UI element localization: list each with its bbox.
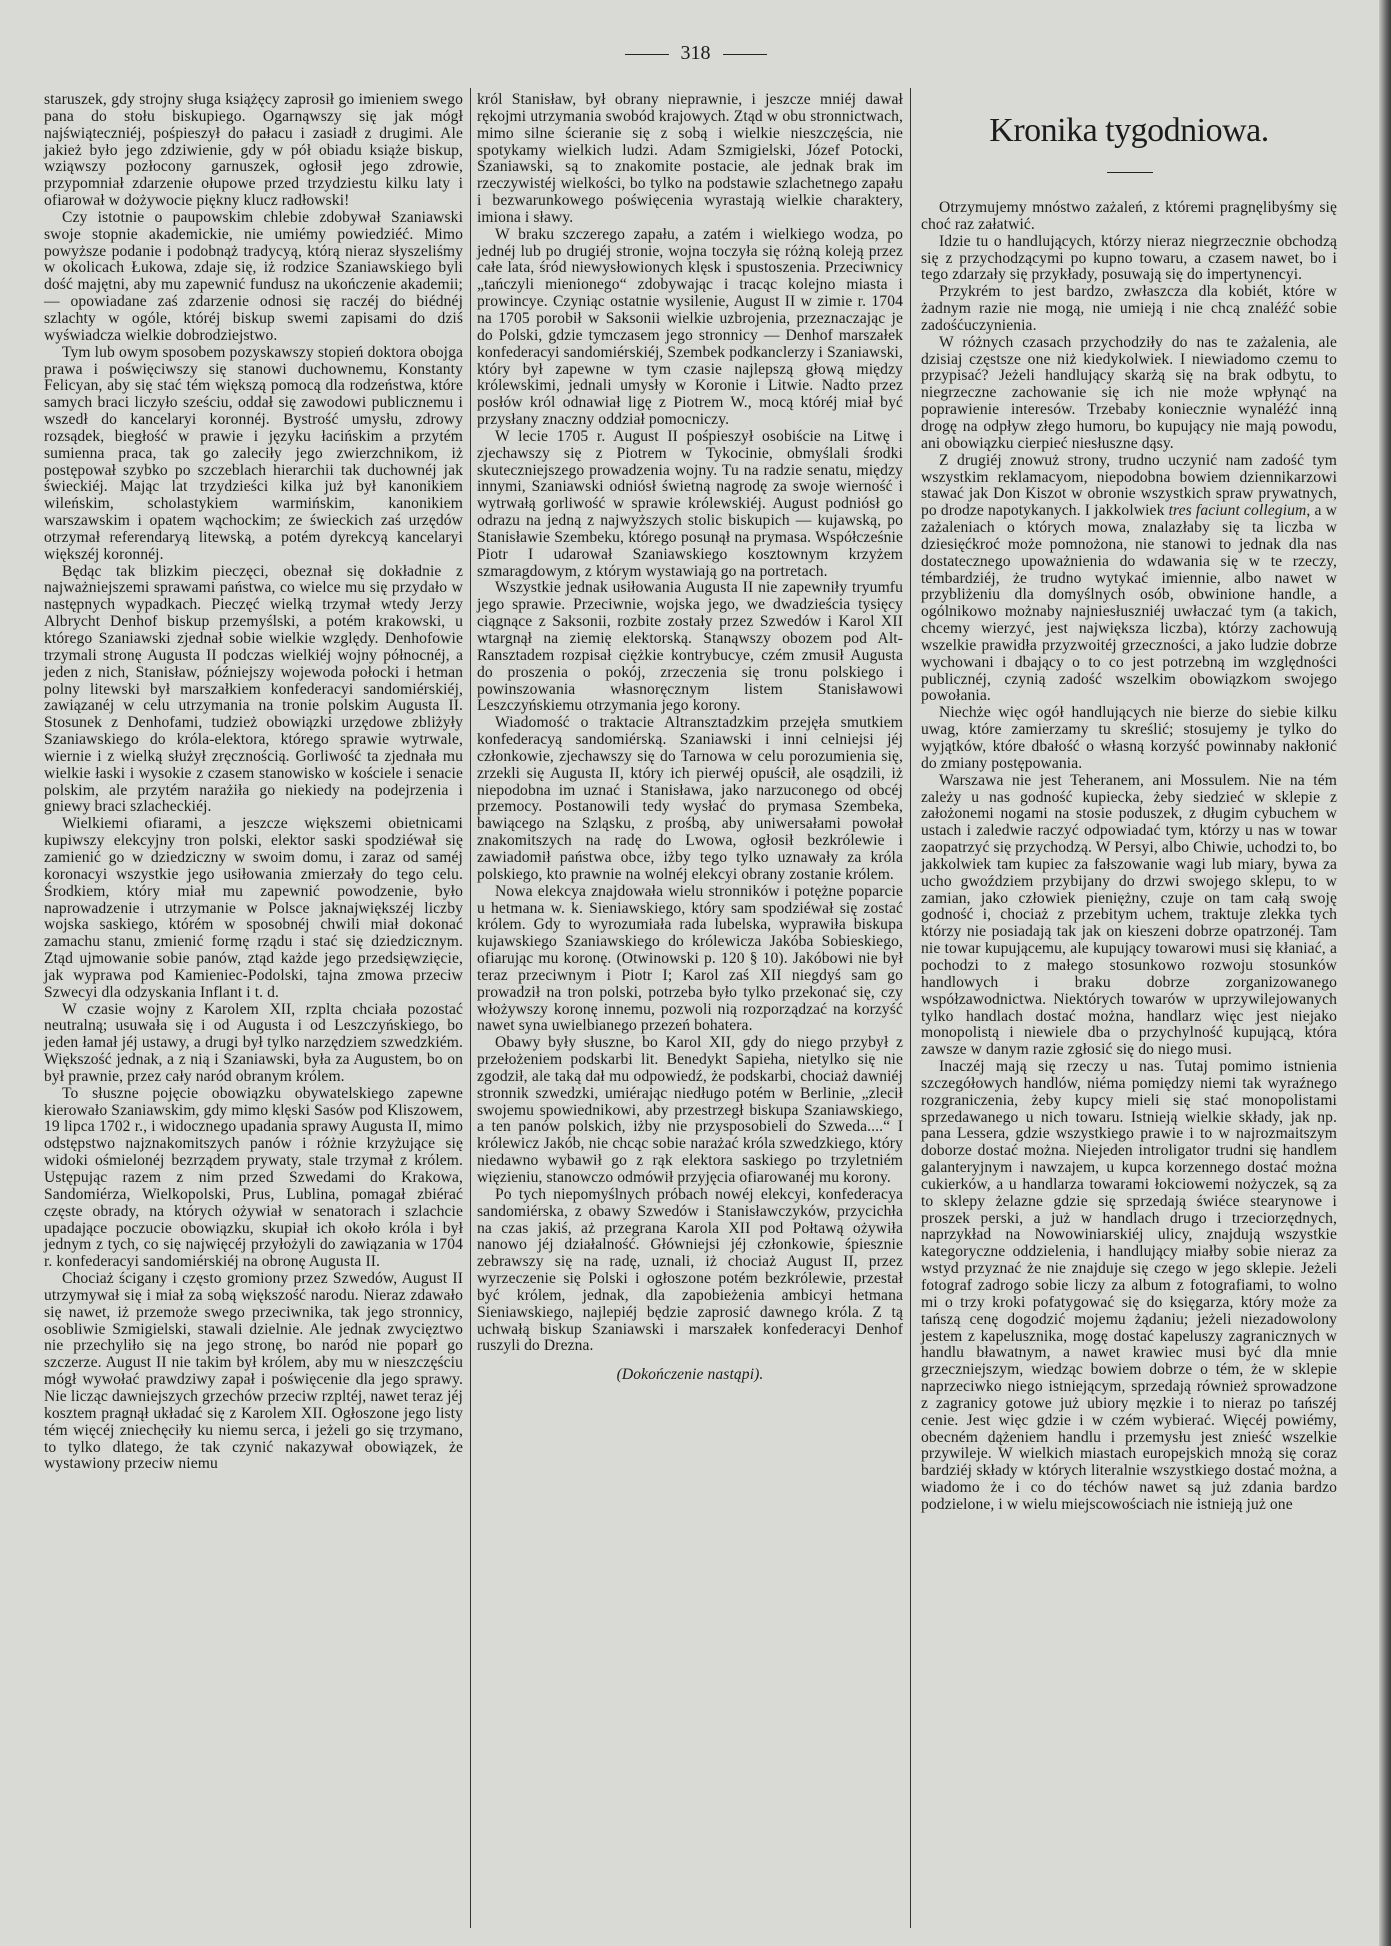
continuation-note: (Dokończenie nastąpi). <box>616 1366 764 1384</box>
latin-phrase: tres faciunt collegium <box>1168 502 1307 520</box>
paragraph: Wielkiemi ofiarami, a jeszcze większemi obietnicami kupiwszy elekcyjny tron polski, elektor saski spodziéwał się zamienić go w dziedziczny w swoim domu, i zaraz od saméj koronacyi wszystkie jego usiłowania zmierzały do tego celu. Środkiem, który miał mu zapewnić powodzenie, było naprowadzenie i utrzymanie w Polsce jaknajwiększéj liczby wojska saskiego, którém w sposobnéj chwili miał dokonać zamachu stanu, zmienić formę rządu i stać się dziedzicznym. Ztąd ujmowanie sobie panów, ztąd każde jego przedsięwzięcie, jak wyprawa pod Kamieniec-Podolski, tajna zmowa przeciw Szwecyi dla odzyskania Inflant i t. d. <box>44 815 463 1001</box>
dash-left <box>625 54 669 55</box>
article-column-1 <box>44 92 463 1473</box>
paragraph: Idzie tu o handlujących, którzy nieraz niegrzecznie obchodzą się z przychodzącymi po kupno towaru, a czasem nawet, bo i tego zdarzały się przykłady, posuwają się do impertynencyi. <box>921 232 1337 284</box>
paragraph: staruszek, gdy strojny sługa książęcy zaprosił go imieniem swego pana do stołu biskupiego. Ogarnąwszy się jak mógł najświąteczniéj, pośpieszył do pałacu i zasiadł z drugimi. Ale jakież było jego zdziwienie, gdy w pół obiadu książe biskup, wziąwszy pozłocony garnuszek, ogłosił jego zdrowie, przypomniał zdarzenie ołupowe przed trzydziestu kilku laty i ofiarował w dożywocie piękny klucz radłowski! <box>44 91 463 210</box>
paragraph: W braku szczerego zapału, a zatém i wielkiego wodza, po jednéj lub po drugiéj stronie, wojna toczyła się różną koleją przez całe lata, śród niewysłowionych klęsk i spustoszenia. Przeciwnicy „tańczyli mienionego“ zdobywając i tracąc kolejno miasta i prowincye. Czyniąc ostatnie wysilenie, August II w zimie r. 1704 na 1705 porobił w Saksonii wielkie uzbrojenia, przeznaczając je do Polski, gdzie tymczasem jego stronnicy — Denhof marszałek konfederacyi sandomiérskiéj, Szembek podkanclerzy i Szaniawski, który był zapewne w tym czasie najlepszą głową między królewskimi, jednali umysły w Koronie i Litwie. Nadto przez posłów król odnawiał ligę z Piotrem W., mocą któréj miał być przysłany znaczny oddział pomocniczy. <box>477 225 903 429</box>
article-column-2 <box>477 92 903 1384</box>
page-number-header <box>0 42 1391 65</box>
paragraph-text: Z drugiéj znowuż strony, trudno uczynić nam zadość tym wszystkim reklamacyom, niepodobna bowiem dziennikarzowi stawać jak Don Kiszot w obronie wszystkich spraw prywatnych, po drodze napotykanych. I jakkolwiek <box>921 451 1337 520</box>
paragraph: Inaczéj mają się rzeczy u nas. Tutaj pomimo istnienia szczegółowych handlów, niéma pomiędzy niemi tak wyraźnego rozgraniczenia, żeby kupcy mieli się stać monopolistami sprzedawanego u nich towaru. Istnieją wielkie składy, jak np. pana Lessera, gdzie wszystkiego prawie i to w najrozmaitszym doborze dostać można. Niejeden introligator trudni się handlem galanteryjnym i nawzajem, u kupca korzennego dostać można cukierków, a u handlarza towarami łokciowemi nożyczek, są za to sklepy żelazne gdzie się sprzedają świéce stearynowe i proszek perski, a już w handlach drugo i trzeciorzędnych, naprzykład na Nowowiniarskiéj ulicy, znajdują wszystkie kategoryczne oddzielenia, i handlujący miałby sobie nieraz za wstyd przyznać że nie znajduje się czego w jego sklepie. Jeżeli fotograf zadrogo sobie liczy za album z fotografiami, to wolno mi o trzy kroki pofatygować się do księgarza, który może za tańszą cenę dogodzić mojemu żądaniu; jeżeli niezadowolony jestem z kapelusznika, mogę dostać kapeluszy zagranicznych w handlu bławatnym, a nawet krawiec musi być dla mnie grzeczniejszym, wiedząc bowiem dobrze o tém, że w sklepie naprzeciwko niego istniejącym, sprzedają również sprowadzone z zagranicy gotowe już ubiory męzkie i to nieraz po tańszéj cenie. Jest więc gdzie i w czém wybierać. Więcéj powiémy, obecném dążeniem handlu i przemysłu jest znieść wszelkie przywileje. W wielkich miastach europejskich mnożą się coraz bardziéj składy w których literalnie wszystkiego dostać można, a wiadomo że i co do téchów nawet są już zdania bardzo podzielone, i w wielu miejscowościach nie istnieją już one <box>921 1058 1337 1513</box>
paragraph: To słuszne pojęcie obowiązku obywatelskiego zapewne kierowało Szaniawskim, gdy mimo klęski Sasów pod Kliszowem, 19 lipca 1702 r., i widocznego upadania sprawy Augusta II, mimo odstępstwo najznakomitszych panów i różnie krzyżujące się widoki ośmielonéj bezrządem prywaty, stale trzymał z królem. Ustępując razem z nim przed Szwedami do Krakowa, Sandomiérza, Wielkopolski, Prus, Lublina, pomagał zbiérać częste obrady, na których ożywiał w senatorach i szlachcie upadające poczucie obowiązku, skupiał ich około króla i był jednym z tych, co się najwięcéj przyłożyli do zawiązania w 1704 r. konfederacyi sandomiérskiéj na obronę Augusta II. <box>44 1084 463 1271</box>
paragraph: Będąc tak blizkim pieczęci, obeznał się dokładnie z najważniejszemi sprawami państwa, co wielce mu się przydało w następnych wypadkach. Pieczęć wielką trzymał wtedy Jerzy Albrycht Denhof biskup przemyślski, a potém krakowski, u którego Szaniawski zjednał sobie wielkie względy. Denhofowie trzymali stronę Augusta II podczas wielkiéj wojny północnéj, a jeden z nich, Stanisław, późniejszy wojewoda połocki i hetman polny litewski był marszałkiem konfederacyi sandomiérskiéj, zawiązanéj w celu utrzymania na tronie polskim Augusta II. Stosunek z Denhofami, tudzież obowiązki urzędowe zbliżyły Szaniawskiego do króla-elektora, którego sprawie wytrwale, wiernie i z wielką służył zręcznością. Gorliwość ta zjednała mu wielkie łaski i wysokie z czasem stanowisko w kościele i senacie polskim, ale przytém narażiła go niekiedy na podejrzenia i gniewy braci szlacheckiéj. <box>44 562 463 816</box>
paragraph: Otrzymujemy mnóstwo zażaleń, z któremi pragnęlibyśmy się choć raz załatwić. <box>921 199 1337 233</box>
section-title: Kronika tygodniowa. <box>989 112 1269 149</box>
paragraph: W różnych czasach przychodziły do nas te zażalenia, ale dzisiaj częstsze one niż kiedykolwiek. I niewiadomo czemu to przypisać? Jeżeli handlujący skarżą się na brak odbytu, to niegrzeczne zachowanie się ich nie może wpłynąć na poprawienie interesów. Trzebaby koniecznie wynaléźć inną drogę na odpływ złego humoru, bo kupujący nie mają powodu, ani obowiązku cierpieć niesłuszne dąsy. <box>921 333 1337 452</box>
paragraph: Wiadomość o traktacie Altransztadzkim przejęła smutkiem konfederacyą sandomiérską. Szaniawski i inni celniejsi jéj członkowie, zjechawszy się do Tarnowa w celu porozumienia się, zrzekli się Augusta II, który ich pierwéj opuścił, ale osądzili, iż niepodobna im uznać i Stanisława, jako narzuconego od obcéj przemocy. Postanowili tedy wysłać do prymasa Szembeka, bawiącego na Szląsku, z prośbą, aby uniwersałami powołał znakomitszych na radę do Lwowa, ogłosił bezkrólewie i zawiadomił państwa obce, iżby tego tylko uznawały za króla polskiego, kto prawnie na wolnéj elekcyi obrany zostanie królem. <box>477 714 903 883</box>
paragraph: Tym lub owym sposobem pozyskawszy stopień doktora obojga prawa i poświęciwszy się stanowi duchownemu, Konstanty Felicyan, aby się stać tém większą pomocą dla rodzeństwa, które samych braci liczyło sześciu, oddał się zawodowi publicznemu i wszedł do kancelaryi koronnéj. Bystrość umysłu, zdrowy rozsądek, biegłość w prawie i języku łacińskim a przytém sumienna praca, tak go zaleciły jego zwierzchnikom, iż postępował szybko po szczeblach hierarchii tak duchownéj jak świeckiéj. Mając lat trzydzieści kilka już był kanonikiem wileńskim, scholastykiem warmińskim, kanonikiem warszawskim i opatem wąchockim; ze świeckich zaś urzędów otrzymał referendaryą litewską, a potém dyrekcyą kancelaryi większéj koronnéj. <box>44 343 463 563</box>
paragraph-text: , a w zażaleniach o których mowa, znalazłaby się ta liczba w dziesięćkroć może pomnożona, nie stanowi to jednak dla nas dostatecznego upoważnienia do wdawania się w te rzeczy, témbardziéj, że trudno wytykać imiennie, albo nawet w przybliżeniu dla domyślnych osób, obwinione handle, a ogólnikowo możnaby najniesłuszniéj uwłaczać tym (a takich, chcemy wierzyć, jest największa liczba), którzy zachowują wszelkie prawidła przyzwoitéj grzeczności, a jako ludzie dobrze wychowani i dbający o to co jest potrzebną im względności publicznéj, czynią zadość wszelkim obowiązkom swojego powołania. <box>921 502 1337 705</box>
paragraph: Warszawa nie jest Teheranem, ani Mossulem. Nie na tém zależy u nas godność kupiecka, żeby siedzieć w sklepie z założonemi nogami na stosie poduszek, z długim cybuchem w ustach i zaledwie raczyć odpowiadać tym, którzy u nas w towar zaopatrzyć się przychodzą. W Persyi, albo Chiwie, uchodzi to, bo jakkolwiek tam kupiec za fałszowanie wagi lub miary, bywa za ucho gwoździem przybijany do drzwi swojego sklepu, to w zamian, jako człowiek pieniężny, czuje on tam całą swoję godność i, chociaż z przebitym uchem, traktuje zlekka tych którzy nie posiadają tak jak on kieszeni dobrze opatrzonéj. Tam nie towar kupującemu, ale kupujący towarowi musi się kłaniać, a pochodzi to z małego stosunkowo rozwoju stosunków handlowych i braku dobrze zorganizowanego współzawodnictwa. Niektórych towarów w uprzywilejowanych tylko handlach dostać można, handlarz więc jest niejako monopolistą i niewiele dba o przychylność kupującą, która zawsze w danym razie zgłosić się do niego musi. <box>921 771 1337 1059</box>
page-number: 318 <box>680 42 711 64</box>
column-divider-2 <box>910 88 911 1928</box>
paragraph: W czasie wojny z Karolem XII, rzplta chciała pozostać neutralną; usuwała się i od Augusta i od Leszczyńskiego, bo jeden łamał jéj ustawy, a drugi był tylko narzędziem szwedzkiém. Większość jednak, a z nią i Szaniawski, była za Augustem, bo on był prawnie, przez cały naród obranym królem. <box>44 1000 463 1085</box>
paragraph: Wszystkie jednak usiłowania Augusta II nie zapewniły tryumfu jego sprawie. Przeciwnie, wojska jego, we dwadzieścia tysięcy ciągnące z Saksonii, rozbite zostały przez Szwedów i Karol XII wtargnął na ziemię elektorską. Stanąwszy obozem pod Alt-Ransztadem rozpisał ciężkie kontrybucye, czém zmusił Augusta do proszenia o pokój, zrzeczenia się tronu polskiego i powinszowania własnoręcznym listem Stanisławowi Leszczyńskiemu otrzymania jego korony. <box>477 579 903 715</box>
chronicle-column <box>921 200 1337 1514</box>
paragraph <box>921 453 1337 706</box>
dash-right <box>723 54 767 55</box>
column-divider-1 <box>470 88 471 1928</box>
paragraph: Czy istotnie o paupowskim chlebie zdobywał Szaniawski swoje stopnie akademickie, nie umiémy powiedziéć. Mimo powyższe podanie i podobnąż tradycyą, którą nieraz słyszeliśmy w okolicach Łukowa, zdaje się, iż rodzice Szaniawskiego byli dość majętni, aby mu zapewnić fundusz na ukończenie akademii; — opowiadane zaś zdarzenie odnosi się raczéj do biédnéj szlachty w ogóle, któréj biskup swemi zapisami do dziś wyświadcza wielkie dobrodziejstwo. <box>44 208 463 344</box>
paragraph: król Stanisław, był obrany nieprawnie, i jeszcze mniéj dawał rękojmi utrzymania swobód krajowych. Ztąd w obu stronnictwach, mimo silne ścieranie się z sobą i wielkie nieszczęścia, nie spotykamy wielkich ludzi. Adam Szmigielski, Józef Potocki, Szaniawski, są to znakomite postacie, ale jednak brak im rzeczywistéj wielkości, bo tylko na podstawie szlachetnego zapału i bezwarunkowego poświęcenia wyrastają wielkie charaktery, imiona i sławy. <box>477 91 903 226</box>
paragraph: W lecie 1705 r. August II pośpieszył osobiście na Litwę i zjechawszy się z Piotrem w Tykocinie, obmyślali środki skuteczniejszego prowadzenia wojny. Tu na radzie senatu, między innymi, Szaniawski odniósł świetną nagrodę za swoje wierność i wytrwałą gorliwość w sprawie królewskiéj. August podniósł go odrazu na jedną z najwyższych stolic biskupich — kujawską, po Stanisławie Szembeku, którego posunął na prymasa. Współcześnie Piotr I udarował Szaniawskiego kosztownym krzyżem szmaragdowym, z którym wystawiają go na portretach. <box>477 427 903 580</box>
paragraph: Nowa elekcya znajdowała wielu stronników i potężne poparcie u hetmana w. k. Sieniawskiego, który sam spodziéwał się zostać królem. Gdy to wyrozumiała rada lubelska, wyprawiła biskupa kujawskiego Szaniawskiego do królewicza Jakóba Sobieskiego, ofiarując mu koronę. (Otwinowski p. 120 § 10). Jakóbowi nie był teraz przeciwnym i Piotr I; Karol zaś XII niegdyś sam go prowadził na tron polski, potrzeba było tylko przekonać się, czy włożywszy koronę innemu, pozwoli nią rozporządzać na korzyść nawet syna uwielbianego przezeń bohatera. <box>477 882 903 1035</box>
paragraph: Przykrém to jest bardzo, zwłaszcza dla kobiét, które w żadnym razie nie mogą, nie umieją i nie chcą znaléźć sobie zadośćuczynienia. <box>921 283 1337 334</box>
scan-edge <box>1379 0 1391 1946</box>
paragraph: Chociaż ścigany i często gromiony przez Szwedów, August II utrzymywał się i miał za sobą większość narodu. Nieraz zdawało się nawet, iż przemoże swego przeciwnika, tak jego stronnicy, osobliwie Szmigielski, stawali dzielnie. Ale jednak zwycięztwo nie przechyliło się na jego stronę, bo naród nie poparł go szczerze. August II nie takim był królem, aby mu w nieszczęściu mógł wywołać prawdziwy zapał i poświęcenie dla jego sprawy. Nie licząc dawniejszych grzechów przeciw rzpltéj, nawet teraz jéj kosztem pragnął układać się z Karolem XII. Ogłoszone jego listy tém więcéj zniechęciły ku niemu serca, i jeżeli go się trzymano, to tylko dlatego, że tak czynić nakazywał obowiązek, że wystawiony przeciw niemu <box>44 1270 463 1473</box>
title-rule <box>1107 172 1153 173</box>
paragraph: Obawy były słuszne, bo Karol XII, gdy do niego przybył z przełożeniem podskarbi lit. Benedykt Sapieha, nietylko się nie zgodził, ale taką dał mu odpowiedź, że podskarbi, chociaż dawniéj stronnik szwedzki, umiérając niedługo potém w Berlinie, „zlecił swojemu spowiednikowi, aby przestrzegł biskupa Szaniawskiego, a ten panów polskich, iżby nie przysposobieli do Szweda....“ I królewicz Jakób, nie chcąc sobie narażać króla szwedzkiego, który niedawno wybawił go z rąk elektora saskiego po trzyletniém więzieniu, stanowczo odmówił przyjęcia ofiarowanéj mu korony. <box>477 1034 903 1186</box>
paragraph: Niechże więc ogół handlujących nie bierze do siebie kilku uwag, które zamierzamy tu skreślić; stosujemy je tylko do wyjątków, które dbałość o własną korzyść powinnaby nakłonić do zmiany postępowania. <box>921 704 1337 772</box>
paragraph: Po tych niepomyślnych próbach nowéj elekcyi, konfederacya sandomiérska, z obawy Szwedów i Stanisławczyków, przycichła na czas jakiś, aż przegrana Karola XII pod Połtawą ożywiła nanowo jéj działalność. Główniejsi jéj członkowie, śpiesznie zebrawszy się na radę, uznali, iż chociaż August II, przez wyrzeczenie się Polski i ogłoszone potém bezkrólewie, przestał być królem, jednak, dla zapobieżenia ambicyi hetmana Sieniawskiego, najlepiéj będzie zaprosić dawnego króla. Z tą uchwałą biskup Szaniawski i marszałek konfederacyi Denhof ruszyli do Drezna. <box>477 1185 903 1355</box>
